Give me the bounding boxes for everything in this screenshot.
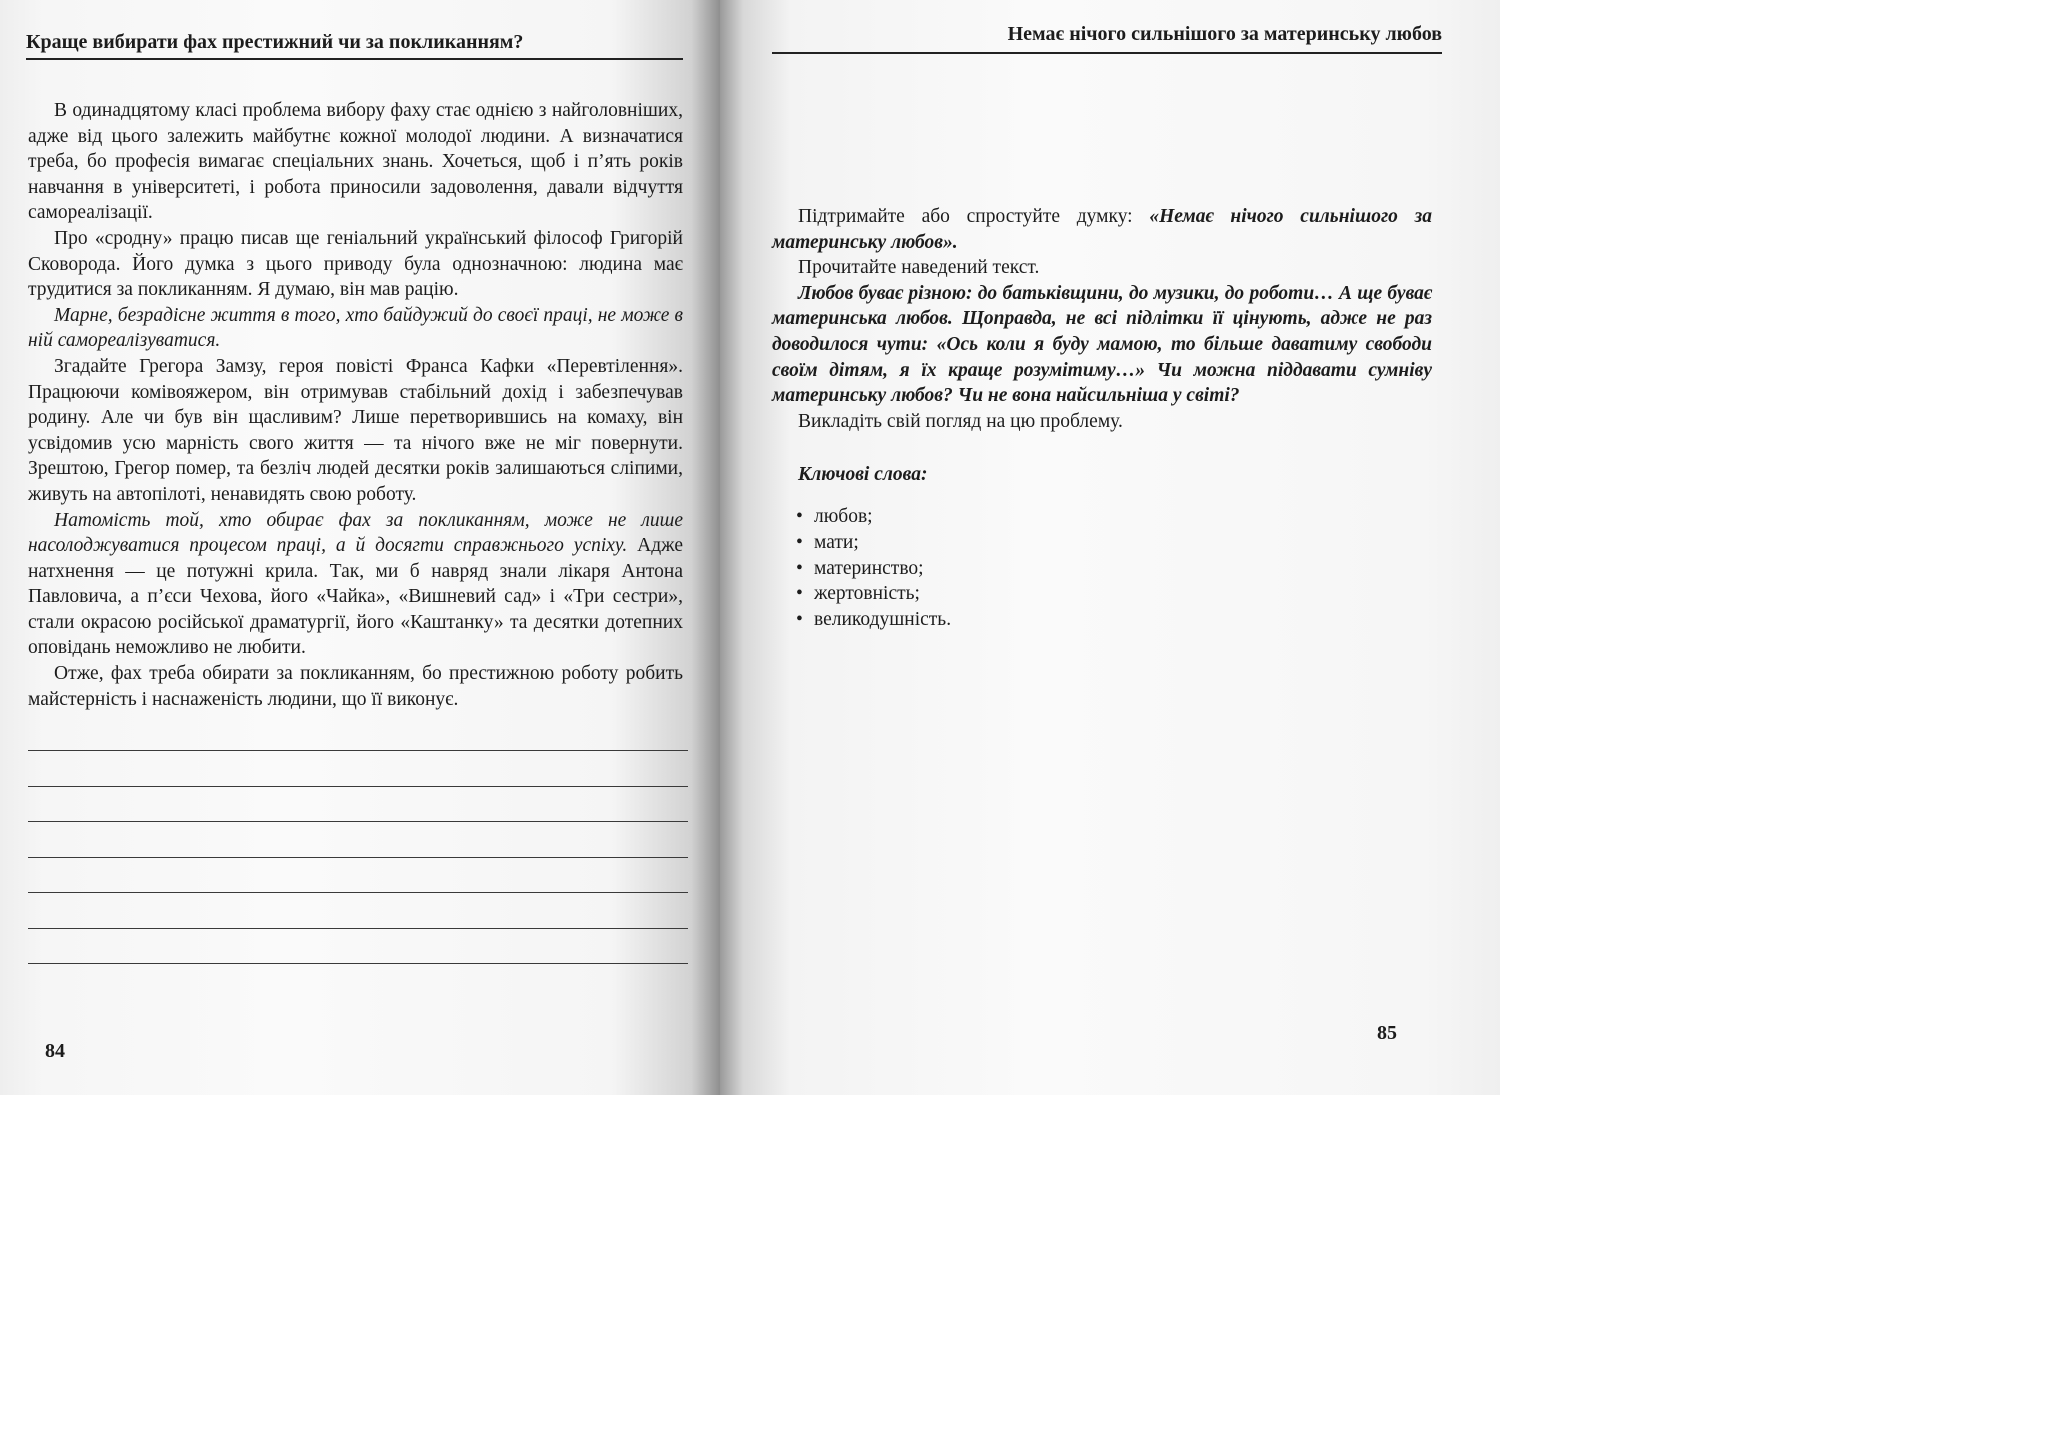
keywords-list — [772, 504, 1432, 632]
keyword-item: • великодушність. — [772, 607, 1432, 633]
writing-line[interactable] — [28, 787, 688, 823]
prompt-paragraph — [772, 204, 1432, 255]
keywords-title: Ключові слова: — [798, 464, 928, 486]
left-page-content — [28, 30, 683, 964]
paragraph: Про «сродну» працю писав ще геніальний український філософ Григорій Сковорода. Його думка з цього приводу була однозначною: людина має трудитися за покликанням. Я думаю, він мав рацію. — [28, 227, 683, 301]
writing-line[interactable] — [28, 929, 688, 965]
task-paragraph: Викладіть свій погляд на цю проблему. — [798, 410, 1123, 432]
left-page — [0, 0, 720, 1095]
keyword-item: • любов; — [772, 504, 1432, 530]
read-instruction: Прочитайте наведений текст. — [798, 257, 1040, 279]
page-number-left: 84 — [45, 1040, 65, 1062]
paragraph-continuation: Адже натхнення — це потужні крила. Так, ми б навряд знали лікаря Антона Павловича, а п’єси Чехова, його «Чайка», «Вишневий сад» і «Три сестри», стали окрасою російської драматургії, його «Каштанку» та десятки дотепних оповідань неможливо не любити. — [28, 535, 683, 659]
italic-paragraph: Марне, безрадісне життя в того, хто байдужий до своєї праці, не може в ній самореалізуватися. — [28, 304, 683, 352]
keyword-item: • жертовність; — [772, 581, 1432, 607]
keyword-item: • материнство; — [772, 556, 1432, 582]
prompt-quote: «Немає нічого сильнішого за материнську любов». — [772, 206, 1432, 253]
paragraph: В одинадцятому класі проблема вибору фаху стає однією з найголовніших, адже від цього залежить майбутнє кожної молодої людини. А визначатися треба, бо професія вимагає спеціальних знань. Хочеться, щоб і п’ять років навчання в університеті, і робота приносили задоволення, давали відчуття самореалізації. — [28, 100, 683, 224]
paragraph: Згадайте Грегора Замзу, героя повісті Франса Кафки «Перевтілення». Працюючи комівояжером, він отримував стабільний дохід і забезпечував родину. Але чи був він щасливим? Лише перетворившись на комаху, він усвідомив усю марність свого життя — та нічого вже не міг повернути. Зрештою, Грегор помер, та безліч людей десятки років залишаються сліпими, живуть на автопілоті, ненавидять свою роботу. — [28, 355, 683, 505]
italic-sentence: Натомість той, хто обирає фах за покликанням, може не лише насолоджуватися процесом праці, а й досягти справжнього успіху. — [28, 509, 683, 557]
prompt-prefix: Підтримайте або спростуйте думку: — [798, 206, 1150, 227]
writing-line[interactable] — [28, 858, 688, 894]
right-page — [720, 0, 1500, 1095]
right-page-header: Немає нічого сильнішого за материнську любов — [772, 22, 1442, 54]
writing-line[interactable] — [28, 893, 688, 929]
writing-line[interactable] — [28, 742, 688, 751]
answer-writing-lines[interactable] — [28, 742, 688, 964]
paragraph: Отже, фах треба обирати за покликанням, бо престижною роботу робить майстерність і наснаженість людини, що її виконує. — [28, 663, 683, 710]
keyword-item: • мати; — [772, 530, 1432, 556]
left-page-header: Краще вибирати фах престижний чи за покликанням? — [26, 30, 683, 60]
paragraph — [28, 508, 683, 662]
right-page-content — [772, 22, 1442, 632]
page-number-right: 85 — [1377, 1022, 1397, 1044]
writing-line[interactable] — [28, 751, 688, 787]
left-page-body — [28, 98, 683, 712]
writing-line[interactable] — [28, 822, 688, 858]
right-page-body — [772, 204, 1432, 632]
quote-paragraph: Любов буває різною: до батьківщини, до музики, до роботи… А ще буває материнська любов. Щоправда, не всі підлітки її цінують, адже не раз доводилося чути: «Ось коли я буду мамою, то більше даватиму свободи своїм дітям, я їх краще розумітиму…» Чи можна піддавати сумніву материнську любов? Чи не вона найсильніша у світі? — [772, 282, 1432, 407]
